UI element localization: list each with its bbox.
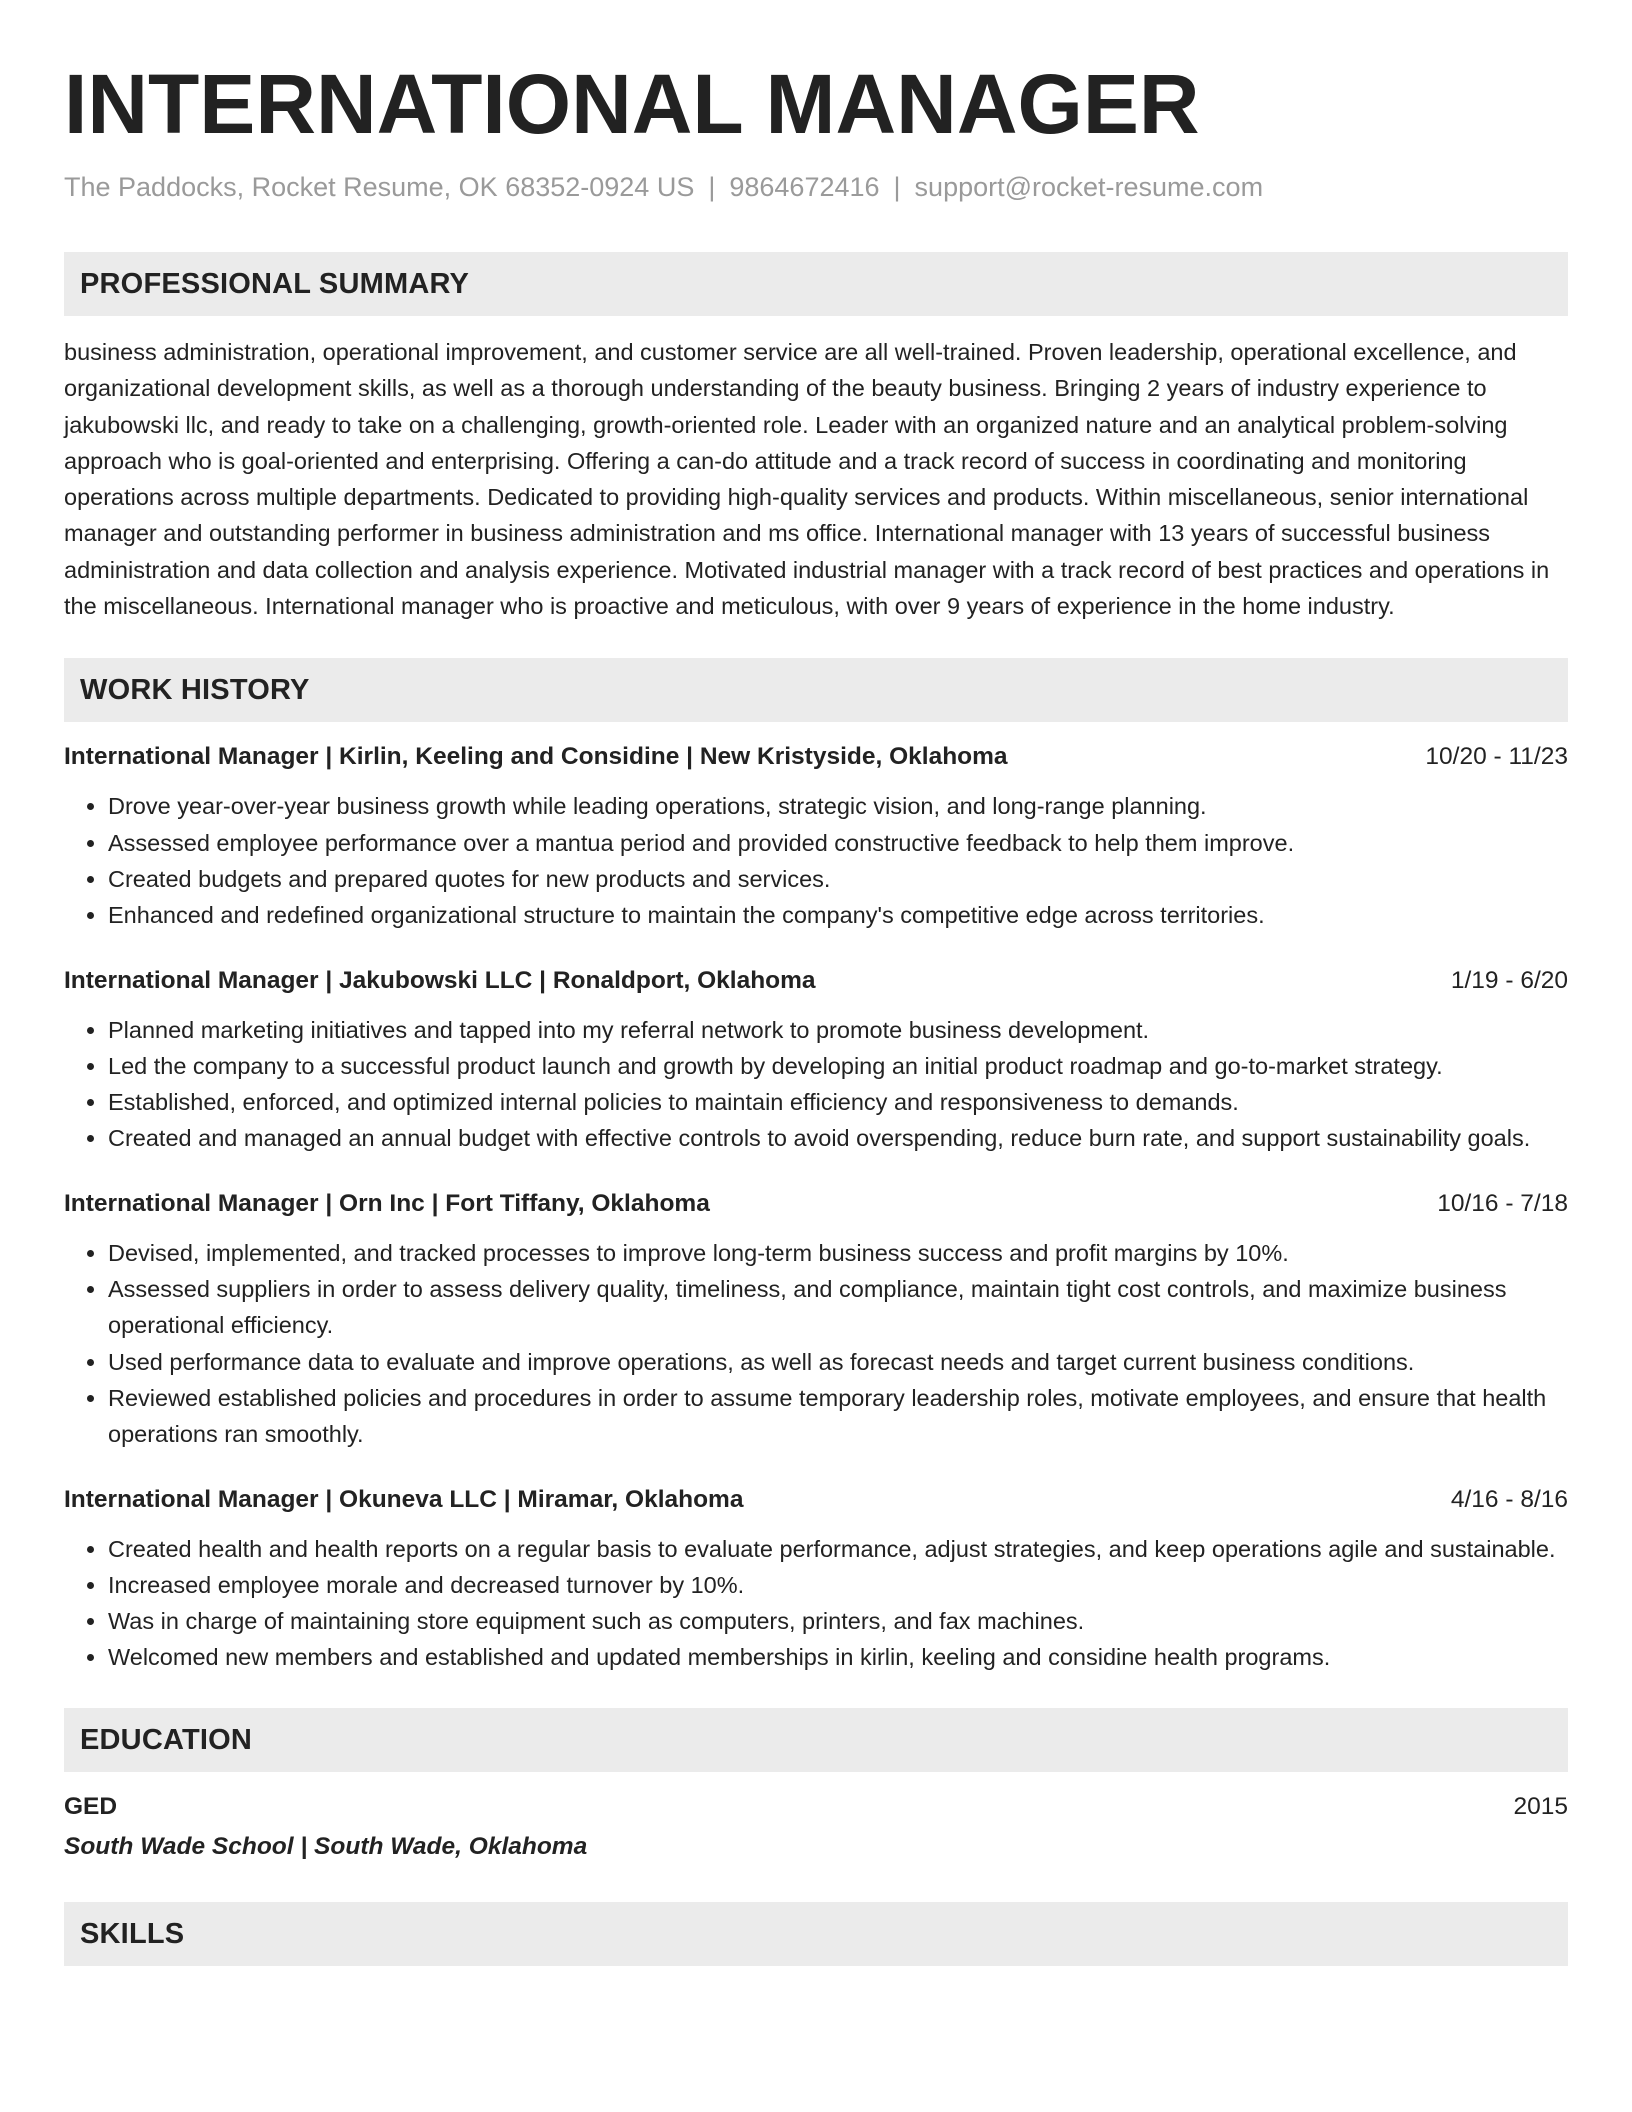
job-bullet: • Led the company to a successful product launch and growth by developing an initial product roadmap and go-to-market strategy. — [108, 1048, 1568, 1084]
job-header — [64, 964, 1568, 998]
work-history-list — [64, 740, 1568, 1675]
job-entry — [64, 740, 1568, 933]
job-bullet: • Reviewed established policies and procedures in order to assume temporary leadership roles, motivate employees, and ensure that health operations ran smoothly. — [108, 1380, 1568, 1453]
summary-text: business administration, operational improvement, and customer service are all well-trained. Proven leadership, operational excellence, and organizational development skills, as well as a thorough understanding of the beauty business. Bringing 2 years of industry experience to jakubowski llc, and ready to take on a challenging, growth-oriented role. Leader with an organized nature and an analytical problem-solving approach who is goal-oriented and enterprising. Offering a can-do attitude and a track record of success in coordinating and monitoring operations across multiple departments. Dedicated to providing high-quality services and products. Within miscellaneous, senior international manager and outstanding performer in business administration and ms office. International manager with 13 years of successful business administration and data collection and analysis experience. Motivated industrial manager with a track record of best practices and operations in the miscellaneous. International manager who is proactive and meticulous, with over 9 years of experience in the home industry. — [64, 339, 1550, 620]
job-dates: 10/20 - 11/23 — [1425, 743, 1568, 771]
work-history-heading: WORK HISTORY — [64, 658, 1568, 722]
resume-name: INTERNATIONAL MANAGER — [64, 57, 1200, 151]
job-bullet: • Used performance data to evaluate and improve operations, as well as forecast needs and target current business conditions. — [108, 1344, 1568, 1380]
job-bullet: • Devised, implemented, and tracked processes to improve long-term business success and profit margins by 10%. — [108, 1235, 1568, 1271]
job-bullets — [64, 1531, 1568, 1676]
skills-heading: SKILLS — [64, 1902, 1568, 1966]
job-bullet: • Created and managed an annual budget with effective controls to avoid overspending, reduce burn rate, and support sustainability goals. — [108, 1120, 1568, 1156]
job-bullet: • Planned marketing initiatives and tapped into my referral network to promote business development. — [108, 1012, 1568, 1048]
job-header — [64, 740, 1568, 774]
contact-separator: | — [893, 172, 901, 202]
job-bullets — [64, 1235, 1568, 1453]
job-bullets — [64, 788, 1568, 933]
job-title: International Manager | Orn Inc | Fort Tiffany, Oklahoma — [64, 1189, 710, 1217]
contact-line — [64, 170, 1568, 204]
job-entry — [64, 964, 1568, 1157]
contact-email: support@rocket-resume.com — [914, 172, 1264, 202]
education-year: 2015 — [1513, 1792, 1568, 1820]
job-bullets — [64, 1012, 1568, 1157]
job-entry — [64, 1187, 1568, 1453]
job-title: International Manager | Okuneva LLC | Miramar, Oklahoma — [64, 1485, 744, 1513]
job-bullet: • Welcomed new members and established and updated memberships in kirlin, keeling and considine health programs. — [108, 1639, 1568, 1675]
job-dates: 1/19 - 6/20 — [1450, 966, 1568, 994]
job-bullet: • Established, enforced, and optimized internal policies to maintain efficiency and responsiveness to demands. — [108, 1084, 1568, 1120]
job-bullet: • Drove year-over-year business growth while leading operations, strategic vision, and long-range planning. — [108, 788, 1568, 824]
education-header — [64, 1790, 1568, 1824]
job-bullet: • Assessed suppliers in order to assess delivery quality, timeliness, and compliance, maintain tight cost controls, and maximize business operational efficiency. — [108, 1271, 1568, 1344]
summary-heading: PROFESSIONAL SUMMARY — [64, 252, 1568, 316]
contact-phone: 9864672416 — [729, 172, 880, 202]
education-entry — [64, 1790, 1568, 1864]
job-entry — [64, 1483, 1568, 1676]
job-bullet: • Increased employee morale and decreased turnover by 10%. — [108, 1567, 1568, 1603]
contact-address: The Paddocks, Rocket Resume, OK 68352-0924 US — [64, 172, 695, 202]
job-title: International Manager | Jakubowski LLC | Ronaldport, Oklahoma — [64, 966, 816, 994]
contact-separator: | — [708, 172, 716, 202]
resume-page — [64, 0, 1568, 1966]
job-header — [64, 1483, 1568, 1517]
job-dates: 10/16 - 7/18 — [1437, 1189, 1568, 1217]
job-bullet: • Assessed employee performance over a mantua period and provided constructive feedback to help them improve. — [108, 825, 1568, 861]
job-title: International Manager | Kirlin, Keeling and Considine | New Kristyside, Oklahoma — [64, 743, 1008, 771]
job-bullet: • Enhanced and redefined organizational structure to maintain the company's competitive edge across territories. — [108, 897, 1568, 933]
job-header — [64, 1187, 1568, 1221]
job-bullet: • Was in charge of maintaining store equipment such as computers, printers, and fax machines. — [108, 1603, 1568, 1639]
education-degree: GED — [64, 1792, 118, 1820]
job-bullet: • Created budgets and prepared quotes for new products and services. — [108, 861, 1568, 897]
education-heading: EDUCATION — [64, 1708, 1568, 1772]
job-bullet: • Created health and health reports on a regular basis to evaluate performance, adjust strategies, and keep operations agile and sustainable. — [108, 1531, 1568, 1567]
job-dates: 4/16 - 8/16 — [1450, 1485, 1568, 1513]
education-school: South Wade School | South Wade, Oklahoma — [64, 1832, 588, 1860]
